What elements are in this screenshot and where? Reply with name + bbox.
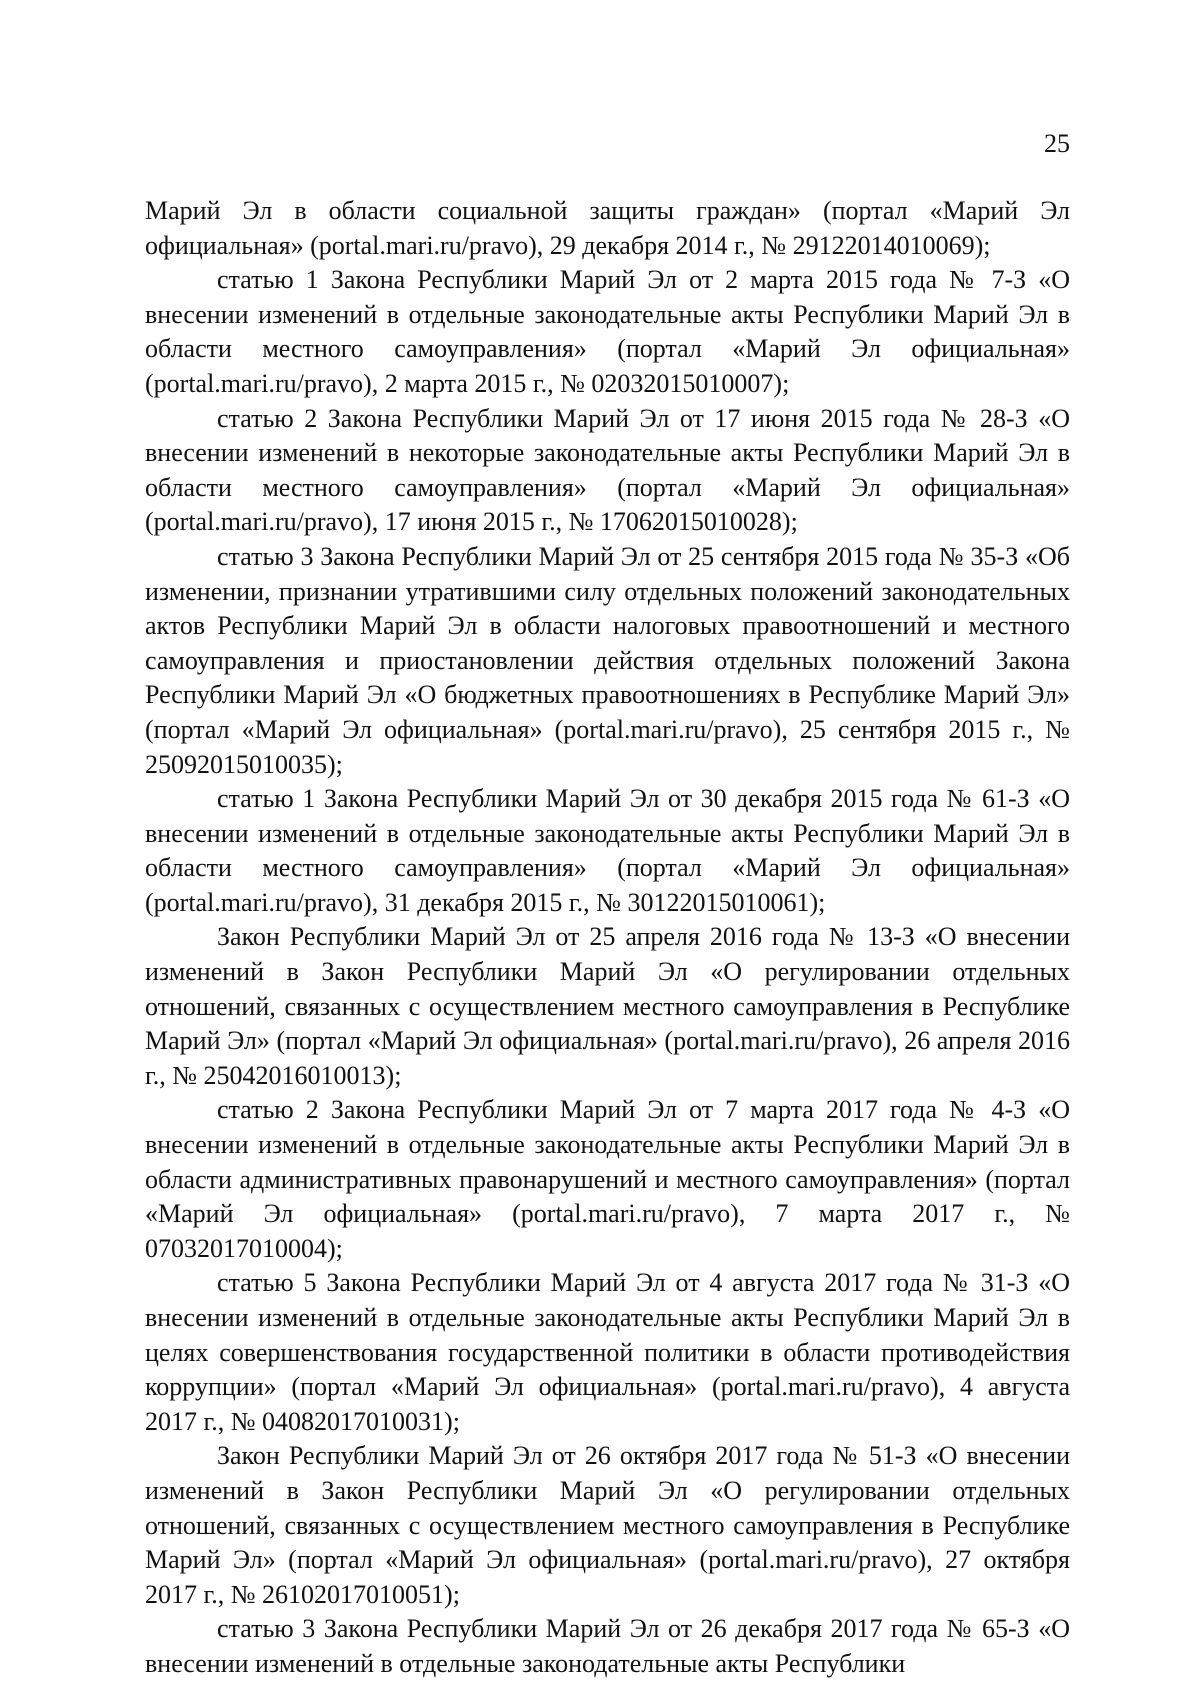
paragraph-law-item: статью 2 Закона Республики Марий Эл от 7 марта 2017 года № 4-З «О внесении изменений в отдельные законодательные акты Республики Марий Эл в области административных правонарушений и местного самоуправления» (портал «Марий Эл официальная» (portal.mari.ru/pravo), 7 марта 2017 г., № 07032017010004);: [145, 1095, 1070, 1263]
paragraph-law-item: Закон Республики Марий Эл от 26 октября 2017 года № 51-З «О внесении изменений в Закон Республики Марий Эл «О регулировании отдельных отношений, связанных с осуществлением местного самоуправления в Республике Марий Эл» (портал «Марий Эл официальная» (portal.mari.ru/pravo), 27 октября 2017 г., № 26102017010051);: [145, 1441, 1070, 1609]
paragraph-law-item: Закон Республики Марий Эл от 25 апреля 2016 года № 13-З «О внесении изменений в Закон Республики Марий Эл «О регулировании отдельных отношений, связанных с осуществлением местного самоуправления в Республике Марий Эл» (портал «Марий Эл официальная» (portal.mari.ru/pravo), 26 апреля 2016 г., № 25042016010013);: [145, 922, 1070, 1090]
paragraph-law-item: статью 3 Закона Республики Марий Эл от 26 декабря 2017 года № 65-З «О внесении изменений в отдельные законодательные акты Республики: [145, 1614, 1070, 1678]
paragraph-continuation: Марий Эл в области социальной защиты граждан» (портал «Марий Эл официальная» (portal.mari.ru/pravo), 29 декабря 2014 г., № 29122014010069);: [145, 196, 1070, 260]
document-body: [145, 194, 1070, 1682]
paragraph-law-item: статью 3 Закона Республики Марий Эл от 25 сентября 2015 года № 35-З «Об изменении, признании утратившими силу отдельных положений законодательных актов Республики Марий Эл в области налоговых правоотношений и местного самоуправления и приостановлении действия отдельных положений Закона Республики Марий Эл «О бюджетных правоотношениях в Республике Марий Эл» (портал «Марий Эл официальная» (portal.mari.ru/pravo), 25 сентября 2015 г., № 25092015010035);: [145, 541, 1070, 779]
paragraph-law-item: статью 1 Закона Республики Марий Эл от 30 декабря 2015 года № 61-З «О внесении изменений в отдельные законодательные акты Республики Марий Эл в области местного самоуправления» (портал «Марий Эл официальная» (portal.mari.ru/pravo), 31 декабря 2015 г., № 30122015010061);: [145, 784, 1070, 917]
page-number: 25: [1044, 129, 1070, 158]
paragraph-law-item: статью 1 Закона Республики Марий Эл от 2 марта 2015 года № 7-З «О внесении изменений в отдельные законодательные акты Республики Марий Эл в области местного самоуправления» (портал «Марий Эл официальная» (portal.mari.ru/pravo), 2 марта 2015 г., № 02032015010007);: [145, 265, 1070, 398]
paragraph-law-item: статью 5 Закона Республики Марий Эл от 4 августа 2017 года № 31-З «О внесении изменений в отдельные законодательные акты Республики Марий Эл в целях совершенствования государственной политики в области противодействия коррупции» (портал «Марий Эл официальная» (portal.mari.ru/pravo), 4 августа 2017 г., № 04082017010031);: [145, 1268, 1070, 1436]
paragraph-law-item: статью 2 Закона Республики Марий Эл от 17 июня 2015 года № 28-З «О внесении изменений в некоторые законодательные акты Республики Марий Эл в области местного самоуправления» (портал «Марий Эл официальная» (portal.mari.ru/pravo), 17 июня 2015 г., № 17062015010028);: [145, 403, 1070, 537]
